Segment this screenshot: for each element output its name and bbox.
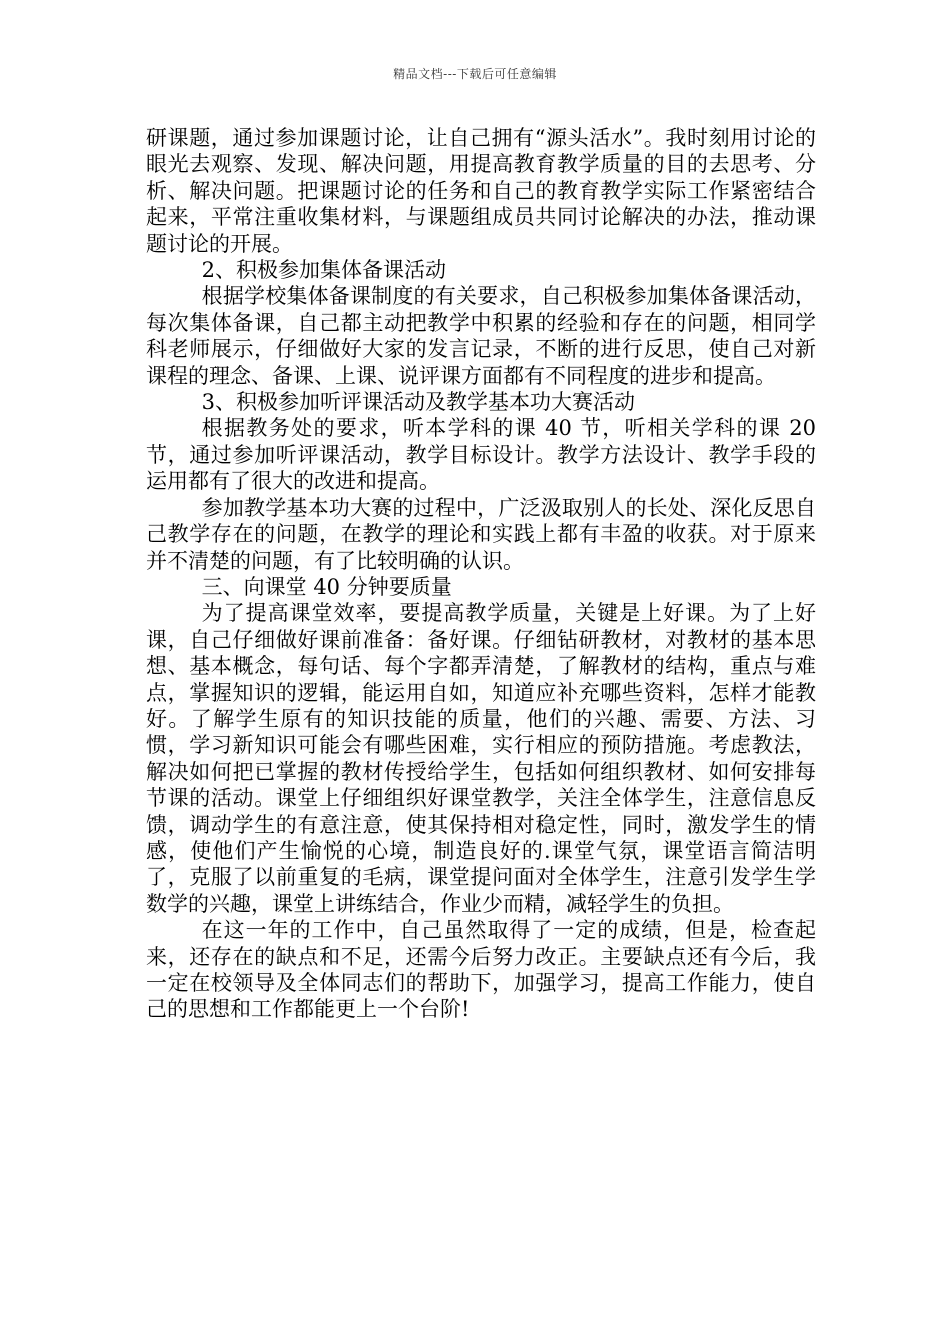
heading-classroom-quality: 三、向课堂 40 分钟要质量 — [201, 574, 452, 599]
paragraph-collective-lesson-prep: 根据学校集体备课制度的有关要求，自己积极参加集体备课活动，每次集体备课，自己都主动把教学中积累的经验和存在的问题，相同学科老师展示，仔细做好大家的发言记录，不断的进行反思，使自己对新课程的理念、备课、上课、说评课方面都有不同程度的进步和提高。 — [146, 284, 816, 388]
heading-collective-lesson-prep: 2、积极参加集体备课活动 — [201, 258, 447, 283]
paragraph-lesson-observation: 根据教务处的要求，听本学科的课 40 节，听相关学科的课 20 节，通过参加听评课活动，教学目标设计。教学方法设计、教学手段的运用都有了很大的改进和提高。 — [146, 416, 816, 494]
heading-lesson-observation: 3、积极参加听评课活动及教学基本功大赛活动 — [201, 390, 635, 415]
paragraph-teaching-contest: 参加教学基本功大赛的过程中，广泛汲取别人的长处、深化反思自己教学存在的问题，在教学的理论和实践上都有丰盈的收获。对于原来并不清楚的问题，有了比较明确的认识。 — [146, 495, 816, 573]
paragraph-research-topic: 研课题，通过参加课题讨论，让自己拥有“源头活水”。我时刻用讨论的眼光去观察、发现、解决问题，用提高教育教学质量的目的去思考、分析、解决问题。把课题讨论的任务和自己的教育教学实际工作紧密结合起来，平常注重收集材料，与课题组成员共同讨论解决的办法，推动课题讨论的开展。 — [146, 126, 816, 256]
paragraph-classroom-quality: 为了提高课堂效率，要提高教学质量，关键是上好课。为了上好课，自己仔细做好课前准备：备好课。仔细钻研教材，对教材的基本思想、基本概念，每句话、每个字都弄清楚，了解教材的结构，重点与难点，掌握知识的逻辑，能运用自如，知道应补充哪些资料，怎样才能教好。了解学生原有的知识技能的质量，他们的兴趣、需要、方法、习惯，学习新知识可能会有哪些困难，实行相应的预防措施。考虑教法，解决如何把已掌握的教材传授给学生，包括如何组织教材、如何安排每节课的活动。课堂上仔细组织好课堂教学，关注全体学生，注意信息反馈，调动学生的有意注意，使其保持相对稳定性，同时，激发学生的情感，使他们产生愉悦的心境，制造良好的.课堂气氛，课堂语言简洁明了，克服了以前重复的毛病，课堂提问面对全体学生，注意引发学生学数学的兴趣，课堂上讲练结合，作业少而精，减轻学生的负担。 — [146, 601, 816, 916]
page-header: 精品文档---下载后可任意编辑 — [393, 67, 557, 81]
document-body — [146, 125, 816, 1023]
paragraph-conclusion: 在这一年的工作中，自己虽然取得了一定的成绩，但是，检查起来，还存在的缺点和不足，还需今后努力改正。主要缺点还有今后，我一定在校领导及全体同志们的帮助下，加强学习，提高工作能力，使自己的思想和工作都能更上一个台阶! — [146, 918, 816, 1022]
